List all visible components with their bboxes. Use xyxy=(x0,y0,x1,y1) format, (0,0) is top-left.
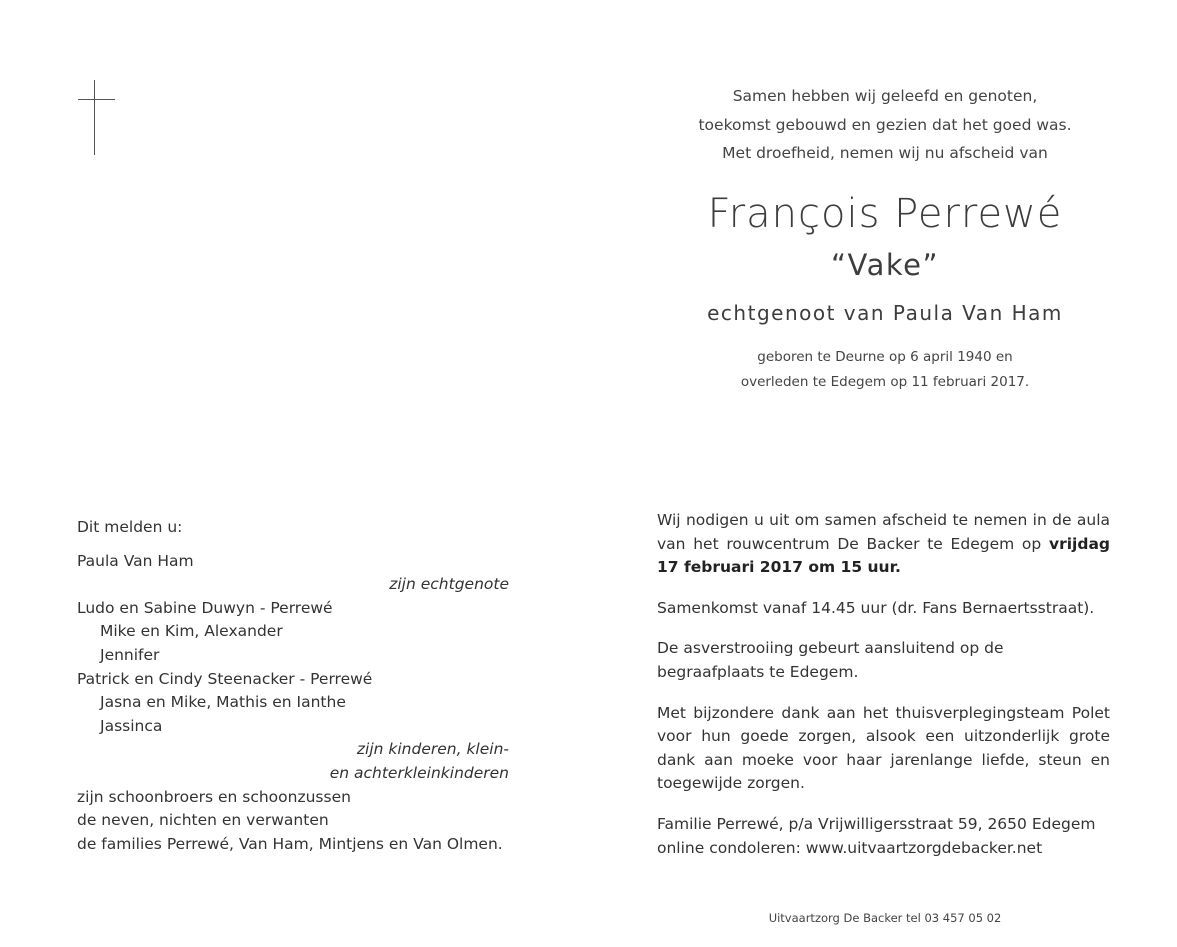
poem-line: toekomst gebouwd en gezien dat het goed was. xyxy=(698,115,1072,134)
ceremony-date: vrijdag 17 februari 2017 om 15 uur. xyxy=(657,534,1110,577)
wife-name: Paula Van Ham xyxy=(77,551,194,570)
wife-relation: zijn echtgenote xyxy=(389,575,509,594)
invitation-paragraph xyxy=(657,509,1110,580)
family-intro: Dit melden u: xyxy=(77,518,183,536)
deceased-name: François Perrewé xyxy=(707,191,1063,237)
family-other: zijn schoonbroers en schoonzussen xyxy=(77,787,351,806)
gathering-text: Samenkomst vanaf 14.45 uur (dr. Fans Bernaertsstraat). xyxy=(657,598,1095,617)
family-member: Ludo en Sabine Duwyn - Perrewé xyxy=(77,598,333,617)
family-list xyxy=(77,516,509,856)
family-member: Jennifer xyxy=(100,645,160,664)
death-line: overleden te Edegem op 11 februari 2017. xyxy=(740,374,1030,390)
family-member: Jasna en Mike, Mathis en Ianthe xyxy=(100,693,346,712)
ceremony-info xyxy=(657,509,1110,860)
life-dates xyxy=(655,345,1115,395)
footer-undertaker: Uitvaartzorg De Backer tel 03 457 05 02 xyxy=(768,911,1002,925)
deceased-nickname: “Vake” xyxy=(830,248,939,282)
poem-line: Samen hebben wij geleefd en genoten, xyxy=(732,87,1038,105)
scattering-text: De asverstrooiing gebeurt aansluitend op de begraafplaats te Edegem. xyxy=(657,639,1004,681)
family-member: Patrick en Cindy Steenacker - Perrewé xyxy=(77,669,373,688)
birth-line: geboren te Deurne op 6 april 1940 en xyxy=(757,349,1013,365)
cross-icon xyxy=(78,80,116,156)
spouse-line: echtgenoot van Paula Van Ham xyxy=(707,301,1063,325)
thanks-text: Met bijzondere dank aan het thuisverplegingsteam Polet voor hun goede zorgen, alsook een uitzonderlijk grote dank aan moeke voor haar jarenlange liefde, steun en toegewijde zorgen. xyxy=(657,703,1110,793)
family-other: de neven, nichten en verwanten xyxy=(77,811,329,830)
poem xyxy=(655,82,1115,168)
family-member: Jassinca xyxy=(100,716,163,735)
family-address: Familie Perrewé, p/a Vrijwilligersstraat 59, 2650 Edegem xyxy=(657,814,1096,833)
poem-line: Met droefheid, nemen wij nu afscheid van xyxy=(722,144,1048,162)
online-condolence: online condoleren: www.uitvaartzorgdebacker.net xyxy=(657,838,1043,857)
invitation-text: Wij nodigen u uit om samen afscheid te nemen in de aula van het rouwcentrum De Backer te Edegem op xyxy=(657,511,1110,553)
family-other: de families Perrewé, Van Ham, Mintjens en Van Olmen. xyxy=(77,834,503,853)
family-member: Mike en Kim, Alexander xyxy=(100,622,283,641)
children-relation: en achterkleinkinderen xyxy=(329,763,509,782)
children-relation: zijn kinderen, klein- xyxy=(356,740,509,759)
